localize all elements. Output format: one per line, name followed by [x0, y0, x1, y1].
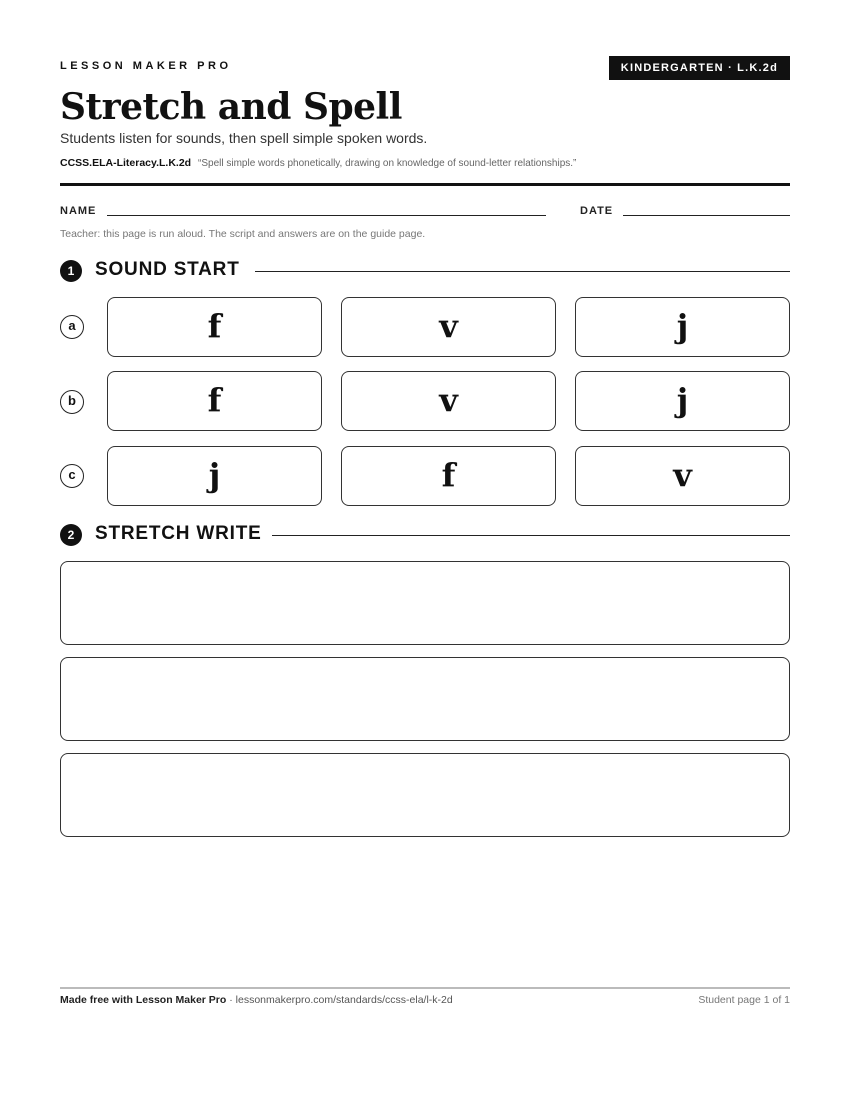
- letter-choice: j: [208, 456, 221, 494]
- letter-choice: j: [676, 381, 689, 419]
- name-label: NAME: [60, 205, 97, 217]
- footer-made-with: Made free with Lesson Maker Pro: [60, 994, 227, 1006]
- name-field[interactable]: [107, 215, 546, 216]
- section-title: SOUND START: [95, 259, 240, 280]
- top-bar: [60, 56, 790, 80]
- letter-choice: f: [441, 456, 456, 494]
- header-divider: [60, 183, 790, 186]
- letter-choice: f: [207, 307, 222, 345]
- letter-choice-card[interactable]: [107, 371, 322, 431]
- page-title: Stretch and Spell: [60, 86, 402, 128]
- section-number: 1: [60, 260, 82, 282]
- row-letter-c: c: [60, 464, 84, 488]
- letter-choice: f: [207, 381, 222, 419]
- footer-credit: [60, 994, 453, 1006]
- letter-choice-card[interactable]: [575, 297, 790, 357]
- standard-line: [60, 157, 576, 169]
- footer-page-number: Student page 1 of 1: [698, 994, 790, 1006]
- letter-choice-card[interactable]: [575, 446, 790, 506]
- letter-choice-card[interactable]: [575, 371, 790, 431]
- row-letter-a: a: [60, 315, 84, 339]
- section-rule: [255, 271, 790, 272]
- letter-choice: v: [439, 307, 458, 345]
- letter-choice: v: [673, 456, 692, 494]
- letter-choice: v: [439, 381, 458, 419]
- letter-choice-card[interactable]: [341, 297, 556, 357]
- writing-box[interactable]: [60, 561, 790, 645]
- footer-divider: [60, 987, 790, 989]
- standard-code: CCSS.ELA-Literacy.L.K.2d: [60, 157, 192, 169]
- writing-box[interactable]: [60, 657, 790, 741]
- brand-name: LESSON MAKER PRO: [60, 60, 232, 72]
- section-number: 2: [60, 524, 82, 546]
- writing-box[interactable]: [60, 753, 790, 837]
- footer-url: · lessonmakerpro.com/standards/ccss-ela/l-k-2d: [226, 994, 453, 1006]
- standard-quote: “Spell simple words phonetically, drawing on knowledge of sound-letter relationships.”: [198, 158, 577, 169]
- letter-choice-card[interactable]: [107, 446, 322, 506]
- date-label: DATE: [580, 205, 614, 217]
- section-sound-start-header: [60, 259, 790, 283]
- grade-badge: KINDERGARTEN · L.K.2d: [609, 56, 790, 80]
- teacher-note: Teacher: this page is run aloud. The script and answers are on the guide page.: [60, 228, 426, 240]
- section-title: STRETCH WRITE: [95, 523, 262, 544]
- letter-choice-card[interactable]: [107, 297, 322, 357]
- row-letter-b: b: [60, 390, 84, 414]
- page-subtitle: Students listen for sounds, then spell simple spoken words.: [60, 130, 428, 146]
- worksheet-page: [60, 0, 790, 1100]
- section-stretch-write-header: [60, 523, 790, 547]
- section-rule: [272, 535, 790, 536]
- letter-choice-card[interactable]: [341, 371, 556, 431]
- letter-choice-card[interactable]: [341, 446, 556, 506]
- date-field[interactable]: [623, 215, 790, 216]
- letter-choice: j: [676, 307, 689, 345]
